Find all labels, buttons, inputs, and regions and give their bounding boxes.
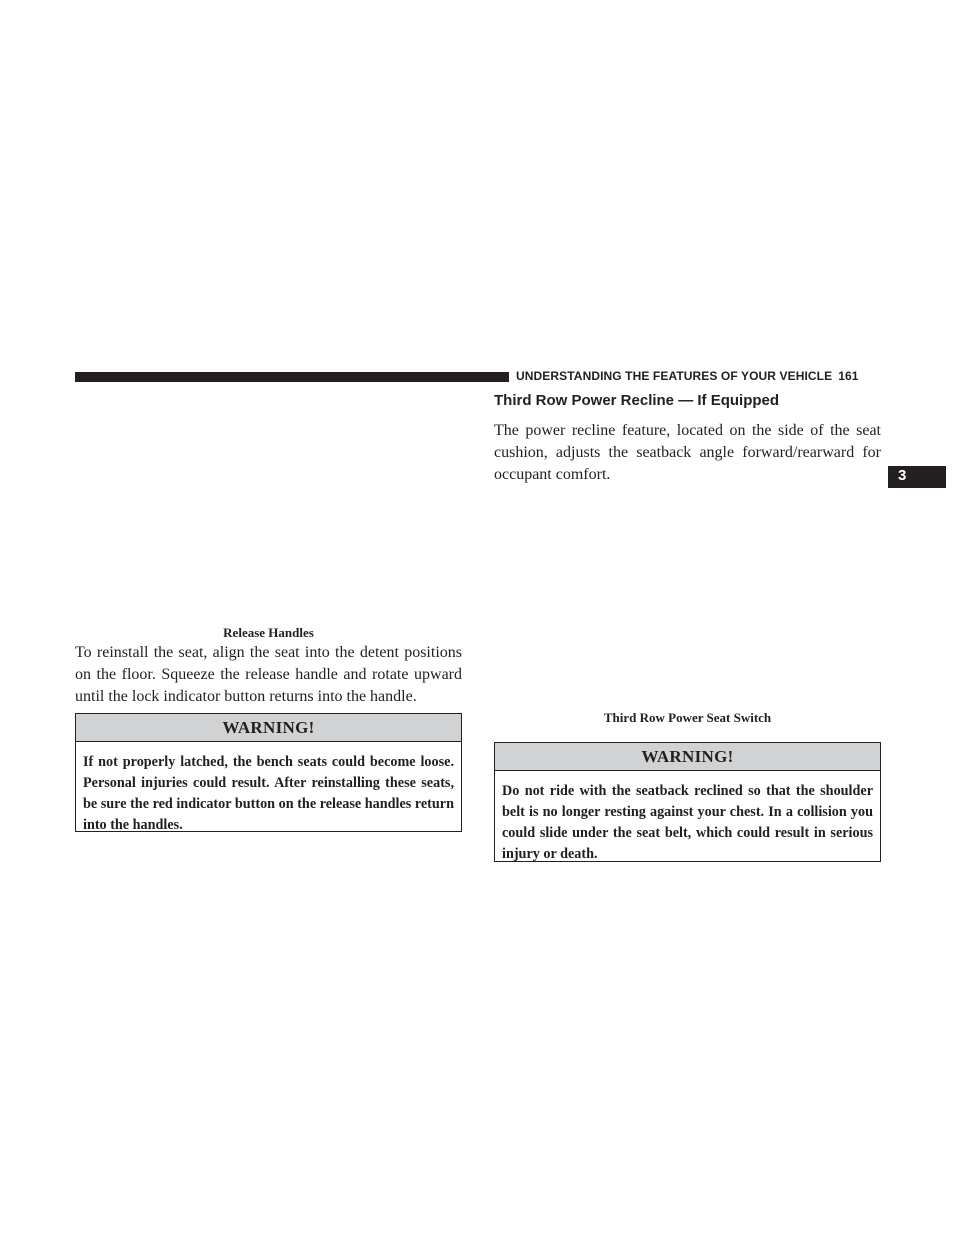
header-section-title: UNDERSTANDING THE FEATURES OF YOUR VEHICLE [516, 369, 833, 383]
running-header [516, 369, 859, 383]
figure-caption-power-seat-switch: Third Row Power Seat Switch [603, 710, 772, 725]
warning-box-bench-seats [75, 713, 462, 832]
reinstall-paragraph: To reinstall the seat, align the seat into the detent positions on the floor. Squeeze the release handle and rotate upward until the lock indicator button returns into the handle. [75, 644, 462, 705]
warning-title: WARNING! [495, 743, 880, 771]
figure-caption-release-handles: Release Handles [223, 625, 314, 640]
warning-text: Do not ride with the seatback reclined so that the shoulder belt is no longer resting against your chest. In a collision you could slide under the seat belt, which could result in serious injury or death. [502, 783, 873, 862]
power-recline-paragraph: The power recline feature, located on the side of the seat cushion, adjusts the seatback angle forward/rearward for occupant comfort. [494, 422, 881, 483]
chapter-number: 3 [898, 467, 907, 484]
release-handles-figure [75, 392, 462, 618]
section-heading-power-recline: Third Row Power Recline — If Equipped [494, 392, 780, 409]
power-seat-switch-figure [494, 486, 881, 704]
chapter-tab [888, 466, 946, 488]
warning-box-recline [494, 742, 881, 862]
warning-text: If not properly latched, the bench seats could become loose. Personal injuries could result. After reinstalling these seats, be sure the red indicator button on the release handles return into the handles. [83, 754, 454, 833]
header-rule [75, 372, 509, 382]
warning-title: WARNING! [76, 714, 461, 742]
page-number: 161 [838, 369, 859, 383]
